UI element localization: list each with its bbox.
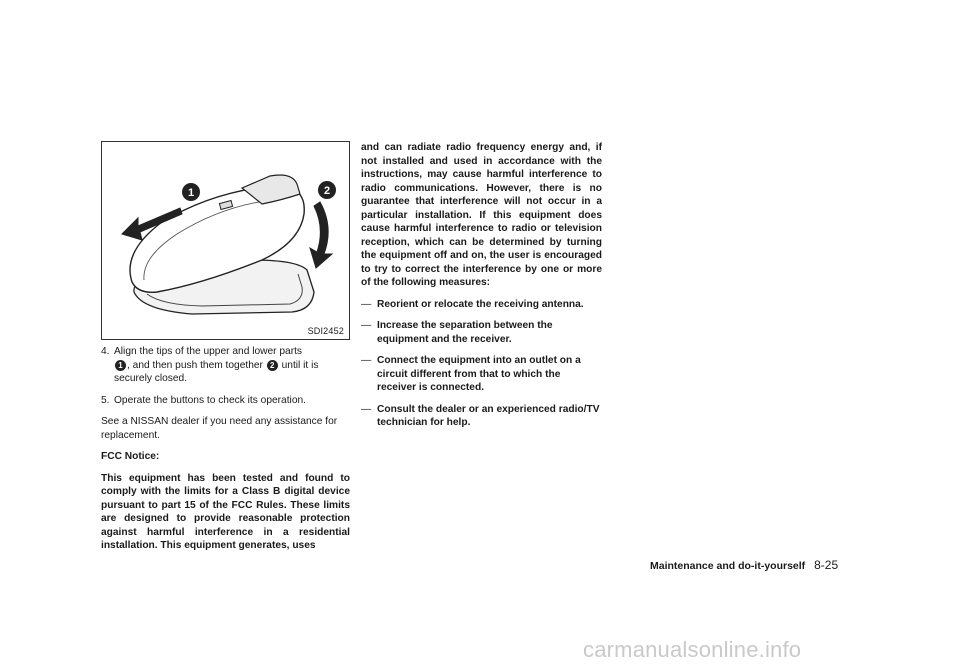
measure-item [361,354,602,395]
step-text: Operate the buttons to check its operation. [114,394,306,406]
measure-item [361,319,602,346]
fcc-heading: FCC Notice: [101,451,160,462]
step-text: Align the tips of the upper and lower parts [114,346,303,357]
dash-marker: — [361,403,372,415]
section-title: Maintenance and do-it-yourself [650,560,806,572]
dash-marker: — [361,298,372,310]
dealer-note: See a NISSAN dealer if you need any assistance for replacement. [101,416,338,441]
step-5 [101,394,350,408]
callout-2-icon: 2 [267,360,278,371]
measure-item [361,403,602,430]
measure-text: Reorient or relocate the receiving antenna. [377,298,584,310]
svg-text:1: 1 [187,187,195,199]
key-fob-illustration [101,141,350,340]
key-fob-drawing [102,142,349,339]
measure-item [361,298,602,312]
step-number: 5. [101,394,110,406]
left-column [101,345,350,553]
watermark: carmanualsonline.info [583,637,802,662]
callout-1-icon: 1 [115,360,126,371]
fcc-continuation: and can radiate radio frequency energy and, if not installed and used in accordance with the instructions, may cause harmful interference to radio communications. However, there is no guarantee that interference will not occur in a particular installation. If this equipment does cause harmful interference to radio or television reception, which can be determined by turning the equipment off and on, the user is encouraged to try to correct the interference by one or more of the following measures: [361,142,602,288]
step-text: until it is securely closed. [114,359,319,384]
svg-text:2: 2 [323,185,331,197]
figure-code: SDI2452 [307,326,344,336]
fcc-text: This equipment has been tested and found to comply with the limits for a Class B digital device pursuant to part 15 of the FCC Rules. These limits are designed to provide reasonable protection against harmful interference in a residential installation. This equipment generates, uses [101,472,350,551]
measure-text: Connect the equipment into an outlet on a circuit different from that to which the receiver is connected. [377,355,581,393]
dash-marker: — [361,320,372,331]
step-4 [101,345,350,386]
step-number: 4. [101,346,110,357]
measure-text: Increase the separation between the equipment and the receiver. [377,320,553,345]
step-text: , and then push them together [127,359,263,371]
dash-marker: — [361,355,372,366]
page-footer [650,558,862,572]
right-column [361,141,602,438]
page-number: 8-25 [814,558,839,572]
measure-text: Consult the dealer or an experienced radio/TV technician for help. [377,403,600,428]
